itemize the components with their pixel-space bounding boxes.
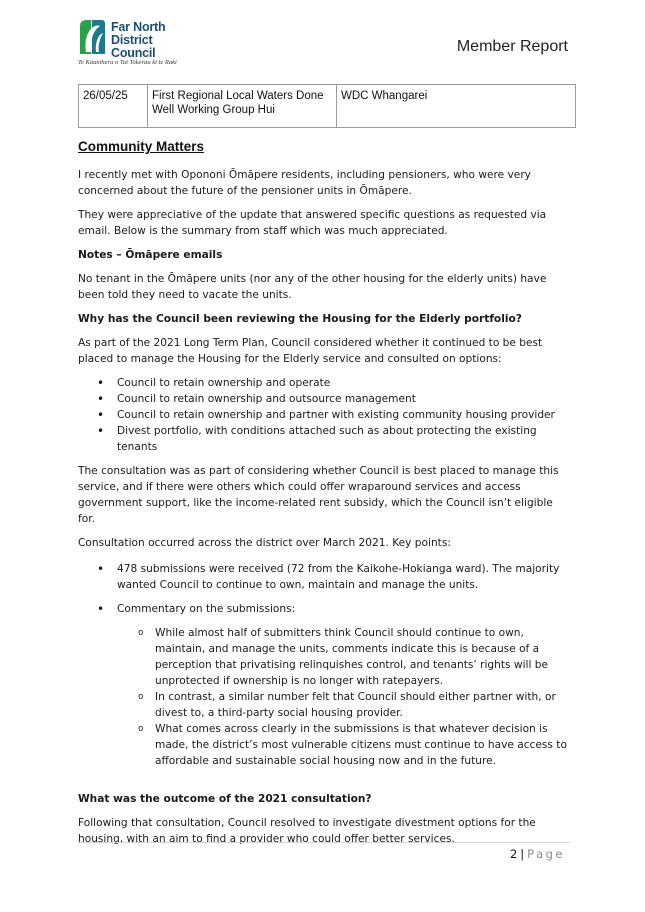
footer-divider [78,842,570,843]
commentary-list [117,625,570,769]
list-item: o In contrast, a similar number felt that Council should either partner with, or divest to, a third-party social housing provider. [117,689,570,721]
consultation-paragraph-2: Consultation occurred across the district over March 2021. Key points: [78,537,451,549]
page-word: Page [527,847,565,861]
outcome-heading: What was the outcome of the 2021 consultation? [78,793,372,805]
page-number-value: 2 [509,847,518,861]
report-body [78,139,570,855]
outcome-paragraph: Following that consultation, Council resolved to investigate divestment options for the housing, with an aim to find a provider who could offer better services. [78,817,536,845]
report-title: Member Report [456,38,568,55]
council-logo-text [111,21,188,60]
key-points-list [78,561,570,769]
list-item: o While almost half of submitters think Council should continue to own, maintain, and manage the units, comments indicate this is because of a perception that privatising relinquishes control, and tenants’ rights will be unprotected if ownership is no longer with ratepayers. [117,625,570,689]
list-item: • Council to retain ownership and outsource management [78,391,570,407]
logo-tagline: Te Kaunihera o Tai Tokerau ki te Raki [78,59,177,66]
meetings-table [78,84,576,128]
list-item: • Divest portfolio, with conditions attached such as about protecting the existing tenants [78,423,570,455]
council-logo [78,18,188,66]
meeting-date-cell: 26/05/25 [79,85,148,128]
why-heading: Why has the Council been reviewing the Housing for the Elderly portfolio? [78,313,522,325]
list-item: • Council to retain ownership and operate [78,375,570,391]
consultation-paragraph-1: The consultation was as part of considering whether Council is best placed to manage this service, and if there were others which could offer wraparound services and access government support, like the income-related rent subsidy, which the Council isn’t eligible for. [78,465,559,525]
logo-line-2: District Council [111,33,156,60]
list-item: • Council to retain ownership and partner with existing community housing provider [78,407,570,423]
page-number [510,847,565,861]
list-item: o What comes across clearly in the submissions is that whatever decision is made, the district’s most vulnerable citizens must continue to have access to affordable and sustainable social housing now and in the future. [117,721,570,769]
logo-line-1: Far North [111,20,166,34]
meeting-location-cell: WDC Whangarei [337,85,576,128]
options-list [78,375,570,455]
notes-paragraph: No tenant in the Ōmāpere units (nor any of the other housing for the elderly units) have been told they need to vacate the units. [78,273,547,301]
intro-paragraph-2: They were appreciative of the update that answered specific questions as requested via email. Below is the summary from staff which was much appreciated. [78,209,547,237]
list-item [78,601,570,769]
page-number-separator: | [520,847,525,861]
section-title: Community Matters [78,139,205,154]
list-item: • 478 submissions were received (72 from the Kaikohe-Hokianga ward). The majority wanted Council to continue to own, maintain and manage the units. [78,561,570,593]
intro-paragraph-1: I recently met with Opononi Ōmāpere residents, including pensioners, who were very concerned about the future of the pensioner units in Ōmāpere. [78,169,531,197]
why-paragraph: As part of the 2021 Long Term Plan, Council considered whether it continued to be best placed to manage the Housing for the Elderly service and consulted on options: [78,337,543,365]
table-row [79,85,576,128]
council-logo-mark-icon [78,18,106,56]
meeting-event-cell: First Regional Local Waters Done Well Working Group Hui [148,85,337,128]
commentary-label: Commentary on the submissions: [117,603,296,615]
notes-heading: Notes – Ōmāpere emails [78,249,223,261]
